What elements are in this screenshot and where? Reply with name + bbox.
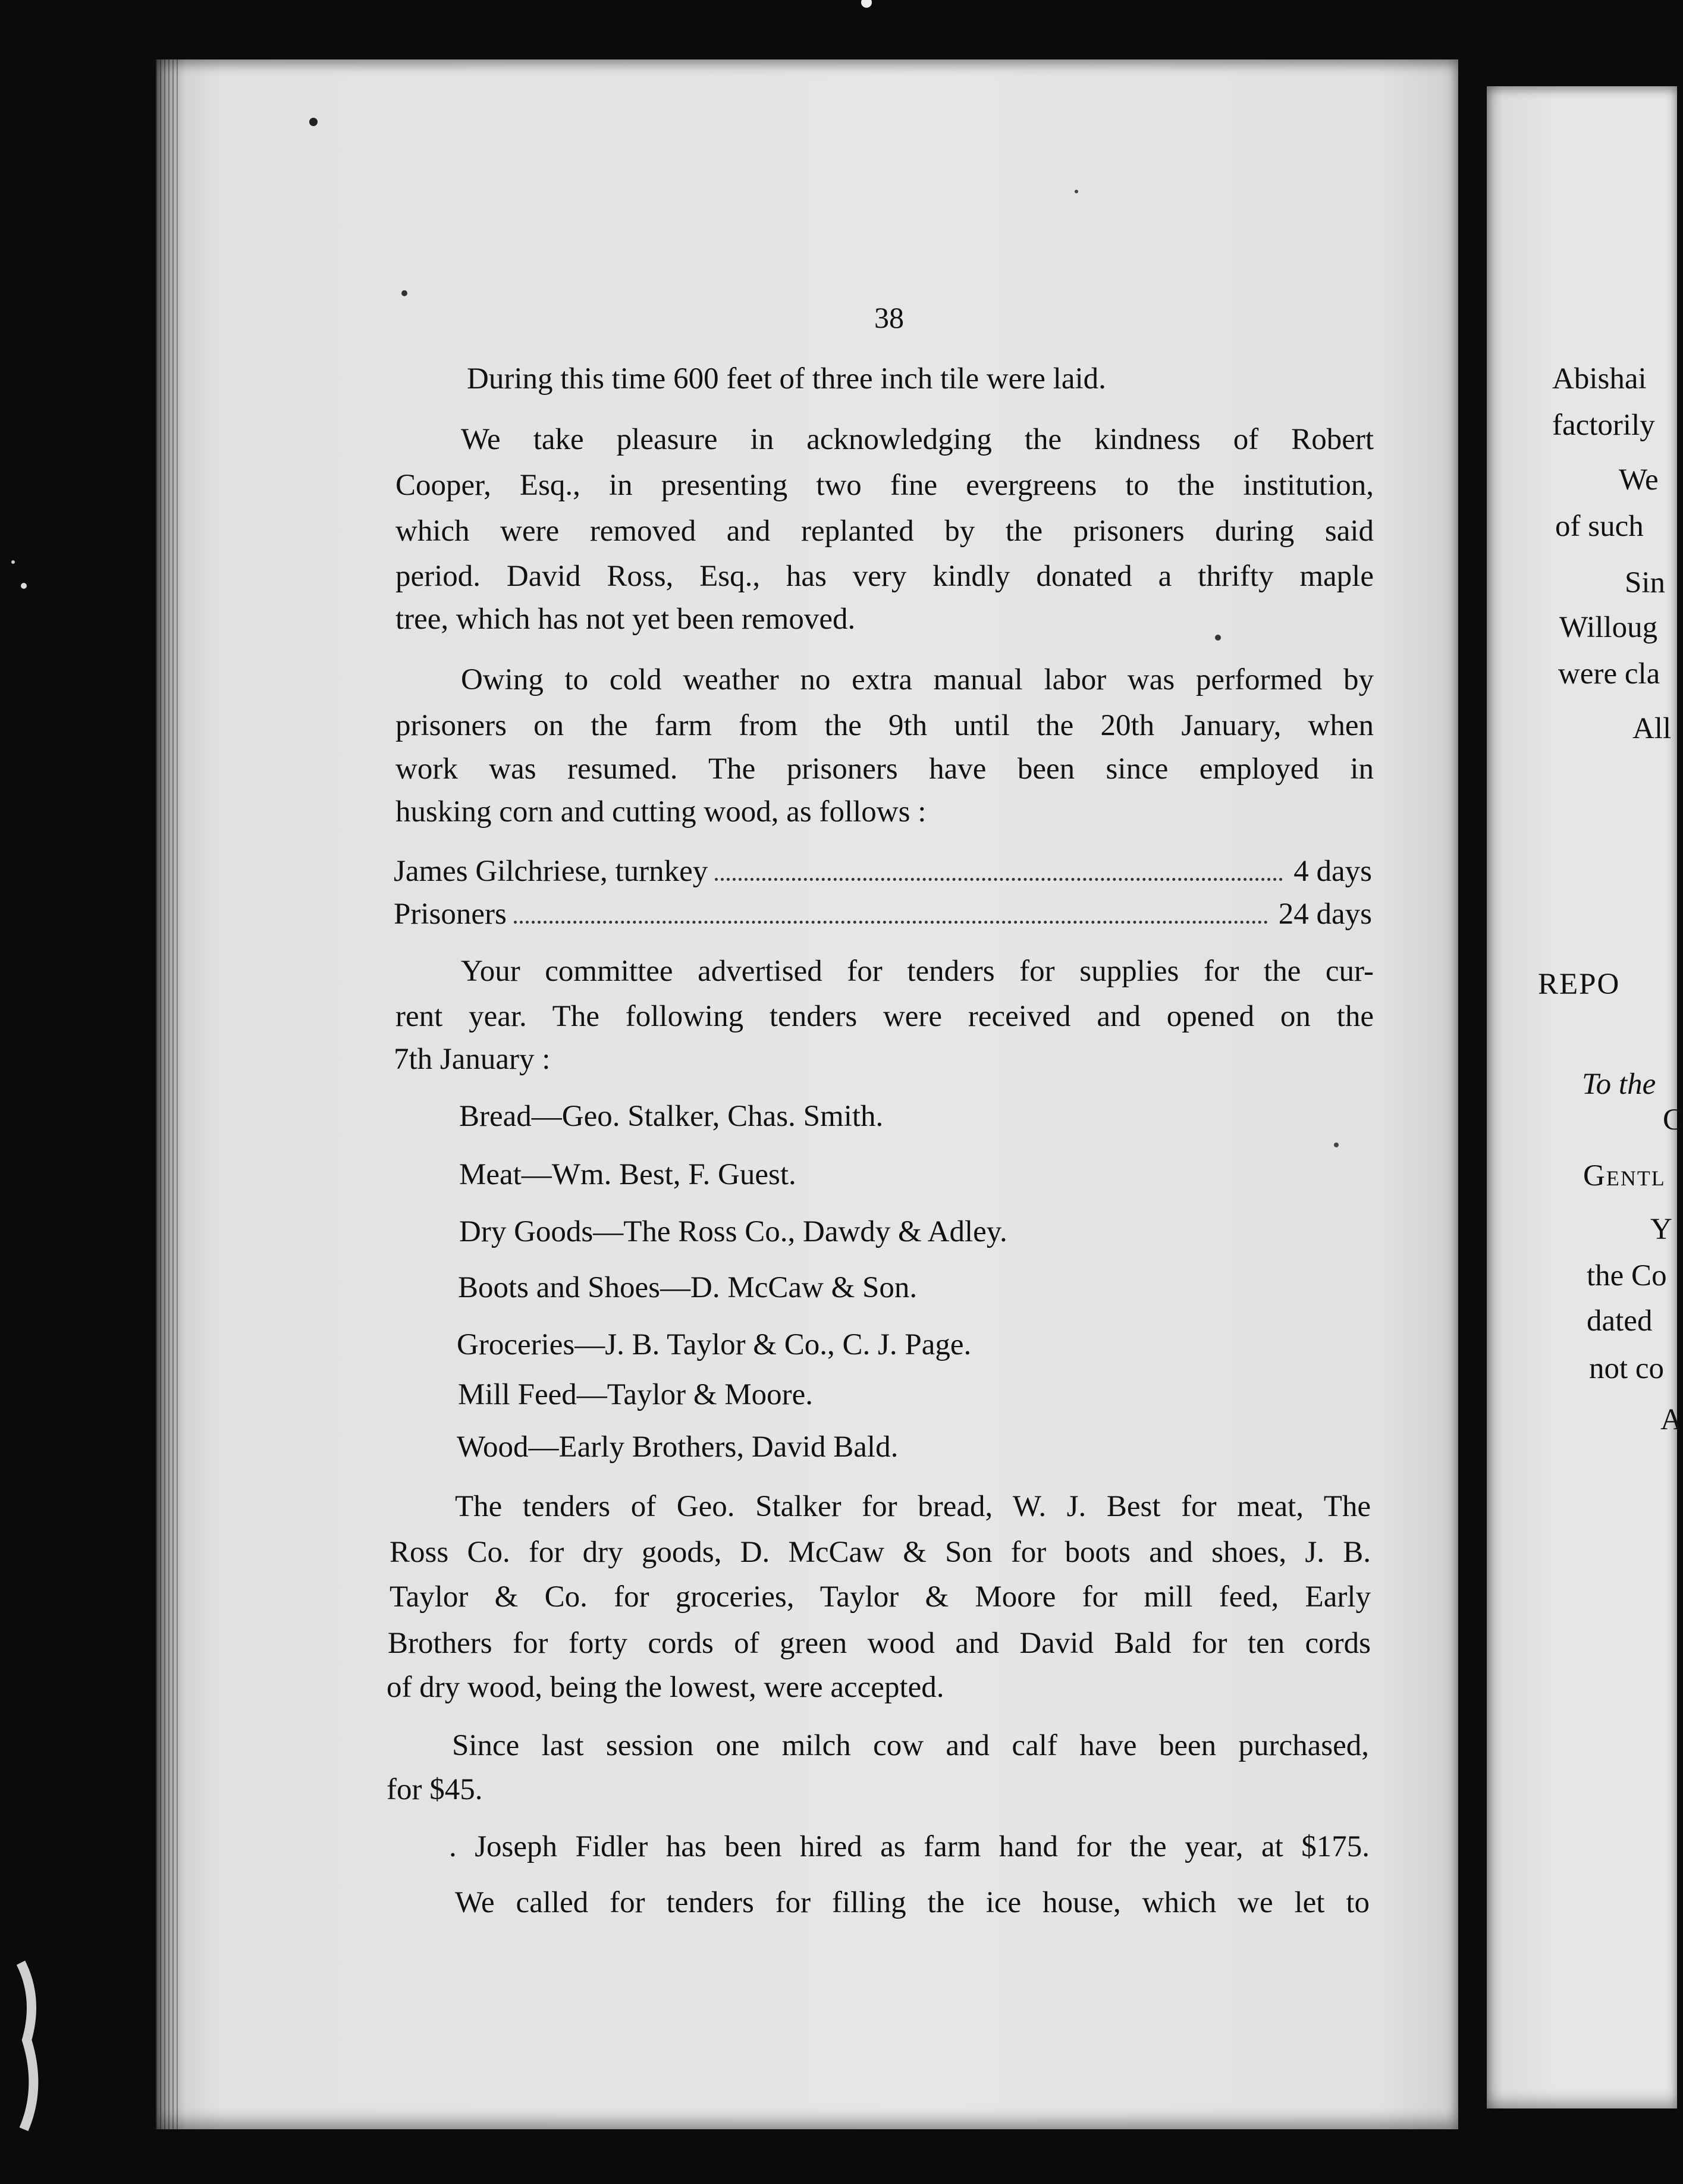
right-page-text: Willoug (1559, 611, 1658, 644)
right-page-text: A (1660, 1403, 1682, 1436)
text-line: tree, which has not yet been removed. (395, 603, 856, 636)
tender-item: Meat—Wm. Best, F. Guest. (459, 1158, 796, 1191)
text-line: rent year. The following tenders were received and opened on the (395, 1000, 1374, 1033)
text-line: for $45. (387, 1773, 483, 1806)
right-page-text: the Co (1587, 1259, 1667, 1292)
right-page-text: Sin (1625, 566, 1666, 600)
text-line: of dry wood, being the lowest, were accepted. (387, 1671, 944, 1704)
text-line: . Joseph Fidler has been hired as farm hand for the year, at $175. (449, 1830, 1370, 1863)
text-line: work was resumed. The prisoners have been since employed in (395, 752, 1374, 786)
text-line: Cooper, Esq., in presenting two fine evergreens to the institution, (395, 469, 1374, 502)
labor-row (394, 854, 1372, 889)
text-line: Since last session one milch cow and calf have been purchased, (452, 1729, 1369, 1762)
text-line: During this time 600 feet of three inch tile were laid. (467, 362, 1106, 396)
right-page-text: Y (1650, 1213, 1672, 1246)
page-number: 38 (874, 301, 904, 334)
tender-item: Bread—Geo. Stalker, Chas. Smith. (459, 1100, 884, 1133)
text-line: 7th January : (394, 1043, 551, 1076)
tender-item: Dry Goods—The Ross Co., Dawdy & Adley. (459, 1215, 1007, 1248)
right-page-text: dated (1587, 1304, 1653, 1338)
text-line: We take pleasure in acknowledging the kindness of Robert (461, 423, 1374, 456)
text-line: We called for tenders for filling the ice house, which we let to (455, 1886, 1370, 1919)
tender-item: Wood—Early Brothers, David Bald. (457, 1430, 899, 1464)
text-line: which were removed and replanted by the prisoners during said (395, 514, 1374, 548)
labor-name: Prisoners (394, 898, 507, 931)
right-page-text: Abishai (1552, 362, 1647, 396)
text-line: Taylor & Co. for groceries, Taylor & Moore for mill feed, Early (390, 1580, 1371, 1614)
text-line: Owing to cold weather no extra manual labor was performed by (461, 663, 1374, 696)
right-page-text: To the (1582, 1068, 1656, 1101)
right-page-text: Gentl (1583, 1159, 1666, 1193)
text-line: husking corn and cutting wood, as follows : (395, 795, 927, 829)
right-page-heading: REPO (1538, 968, 1621, 1001)
text-line: period. David Ross, Esq., has very kindly donated a thrifty maple (395, 560, 1374, 593)
tender-item: Boots and Shoes—D. McCaw & Son. (458, 1271, 918, 1304)
right-page-text: We (1619, 463, 1659, 497)
right-page-text: C (1663, 1103, 1683, 1137)
tender-item: Mill Feed—Taylor & Moore. (458, 1378, 814, 1411)
labor-days: 24 days (1278, 898, 1372, 931)
text-line: prisoners on the farm from the 9th until the 20th January, when (395, 709, 1374, 742)
right-page-text: of such (1555, 510, 1644, 543)
tender-item: Groceries—J. B. Taylor & Co., C. J. Page. (457, 1328, 972, 1361)
right-page-text: were cla (1558, 657, 1660, 691)
labor-days: 4 days (1293, 855, 1372, 888)
right-page-text: not co (1589, 1352, 1665, 1385)
right-page-text: factorily (1552, 409, 1655, 442)
text-line: Your committee advertised for tenders for supplies for the cur- (461, 955, 1374, 988)
text-line: Brothers for forty cords of green wood and David Bald for ten cords (388, 1627, 1371, 1660)
leader-dots (514, 921, 1268, 924)
labor-row (394, 897, 1372, 931)
labor-name: James Gilchriese, turnkey (394, 855, 708, 888)
right-page-text: All (1632, 712, 1672, 745)
leader-dots (715, 878, 1283, 881)
text-line: Ross Co. for dry goods, D. McCaw & Son for boots and shoes, J. B. (390, 1536, 1371, 1569)
text-line: The tenders of Geo. Stalker for bread, W. J. Best for meat, The (455, 1490, 1371, 1523)
